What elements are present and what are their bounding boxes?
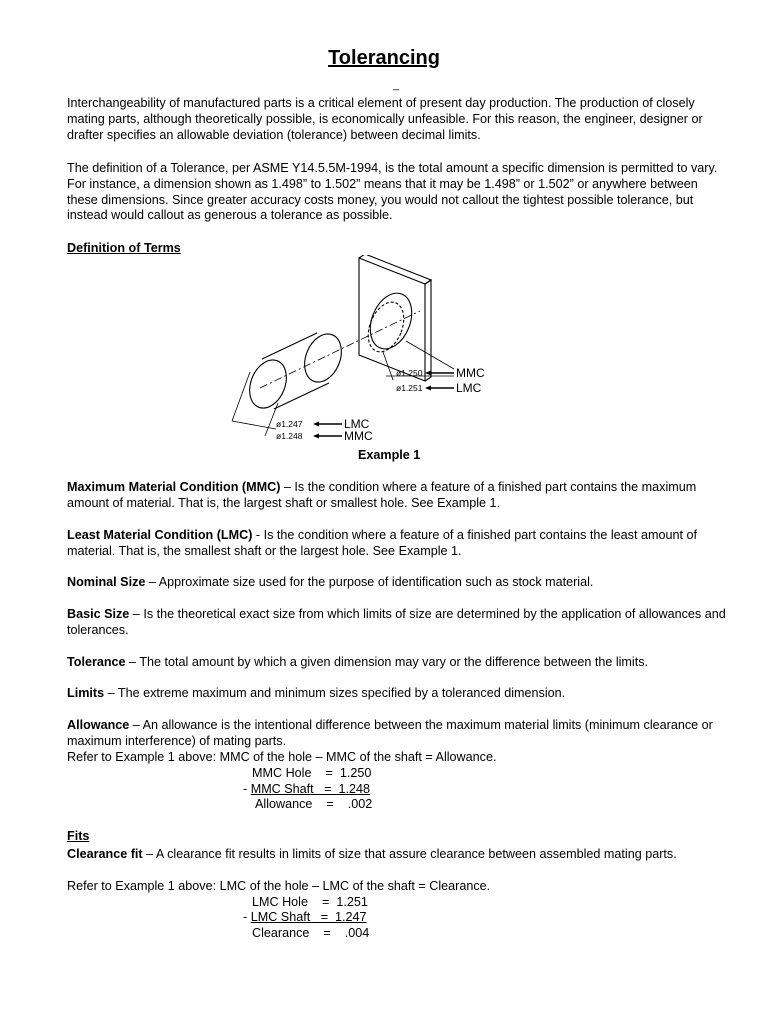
hole-mmc-dim: ø1.250 bbox=[396, 368, 423, 378]
block-side-face bbox=[425, 280, 431, 381]
term-label: Allowance bbox=[67, 718, 130, 732]
term-separator: – bbox=[125, 655, 140, 669]
term-definition: The extreme maximum and minimum sizes specified by a toleranced dimension. bbox=[117, 686, 566, 700]
title-mark: _ bbox=[393, 79, 400, 91]
term-clearance-fit bbox=[67, 847, 727, 863]
allowance-calc-shaft: MMC Shaft = 1.248 bbox=[250, 782, 371, 796]
shaft-lmc-arrowhead bbox=[313, 422, 319, 427]
shaft-mmc-label: MMC bbox=[344, 429, 373, 443]
hole-mmc-arrowhead bbox=[425, 371, 431, 376]
term-definition: Is the condition where a feature of a finished part contains the least amount of material. That is, the smallest shaft or the largest hole. See Example 1. bbox=[67, 528, 697, 558]
term-separator: – bbox=[104, 686, 118, 700]
shaft-mmc-dim: ø1.248 bbox=[276, 431, 303, 441]
term-separator: – bbox=[145, 575, 159, 589]
example-1-figure bbox=[220, 255, 500, 447]
hole-extension-1 bbox=[406, 341, 454, 369]
allowance-calc-line-1: MMC Hole = 1.250 bbox=[252, 766, 372, 780]
shaft-extension-1 bbox=[232, 372, 250, 421]
term-definition: Approximate size used for the purpose of identification such as stock material. bbox=[158, 575, 594, 589]
term-basic-size bbox=[67, 607, 727, 639]
clearance-calc-line-2 bbox=[243, 910, 367, 926]
allowance-calc-line-3: Allowance = .002 bbox=[255, 797, 373, 811]
shaft-end-ellipse bbox=[243, 354, 293, 413]
intro-paragraph-2: The definition of a Tolerance, per ASME Y14.5.5M-1994, is the total amount a specific dimension is permitted to vary. For instance, a dimension shown as 1.498” to 1.502” means that it may be 1.498” or 1.502” or anywhere between these dimensions. Since greater accuracy costs money, you would not callout the tightest possible tolerance, but instead would callout as generous a tolerance as possible. bbox=[67, 161, 718, 223]
block-top-face bbox=[359, 255, 431, 284]
term-allowance bbox=[67, 718, 727, 750]
term-definition: A clearance fit results in limits of size that assure clearance between assembled mating parts. bbox=[155, 847, 677, 861]
term-separator: – bbox=[142, 847, 156, 861]
term-separator: – bbox=[280, 480, 295, 494]
term-label: Maximum Material Condition (MMC) bbox=[67, 480, 281, 494]
allowance-refer: Refer to Example 1 above: MMC of the hole – MMC of the shaft = Allowance. bbox=[67, 750, 497, 764]
term-lmc bbox=[67, 528, 727, 560]
term-definition: The total amount by which a given dimension may vary or the difference between the limits. bbox=[139, 655, 649, 669]
definitions-heading: Definition of Terms bbox=[67, 241, 181, 255]
page-title: Tolerancing bbox=[328, 47, 440, 69]
term-definition: Is the condition where a feature of a finished part contains the maximum amount of material. That is, the largest shaft or smallest hole. See Example 1. bbox=[67, 480, 697, 510]
term-label: Basic Size bbox=[67, 607, 130, 621]
clearance-refer: Refer to Example 1 above: LMC of the hole – LMC of the shaft = Clearance. bbox=[67, 879, 491, 893]
hole-mmc-label: MMC bbox=[456, 366, 485, 380]
block-front-face bbox=[359, 258, 425, 381]
hole-lmc-dim: ø1.251 bbox=[396, 383, 423, 393]
shaft-bottom-edge bbox=[274, 383, 329, 409]
shaft-lmc-dim: ø1.247 bbox=[276, 419, 303, 429]
term-label: Least Material Condition (LMC) bbox=[67, 528, 253, 542]
minus-sign: - bbox=[243, 910, 251, 924]
minus-sign: - bbox=[243, 782, 251, 796]
term-definition: Is the theoretical exact size from which limits of size are determined by the application of allowances and tolerances. bbox=[67, 607, 726, 637]
hole-lmc-arrowhead bbox=[425, 386, 431, 391]
term-label: Tolerance bbox=[67, 655, 126, 669]
clearance-calc-line-1: LMC Hole = 1.251 bbox=[252, 895, 368, 909]
shaft-top-edge bbox=[262, 333, 317, 359]
term-label: Limits bbox=[67, 686, 105, 700]
figure-caption: Example 1 bbox=[358, 448, 421, 462]
term-limits bbox=[67, 686, 727, 702]
term-tolerance bbox=[67, 655, 727, 671]
allowance-calc-line-2 bbox=[243, 782, 370, 798]
shaft-mmc-arrowhead bbox=[313, 434, 319, 439]
term-nominal-size bbox=[67, 575, 727, 591]
term-separator: – bbox=[129, 607, 144, 621]
fits-heading: Fits bbox=[67, 829, 90, 843]
term-definition: An allowance is the intentional difference between the maximum material limits (minimum clearance or maximum interference) of mating parts. bbox=[67, 718, 713, 748]
intro-paragraph-1: Interchangeability of manufactured parts is a critical element of present day production. The production of closely mating parts, although theoretically possible, is economically unfeasible. For this reason, the engineer, designer or drafter specifies an allowable deviation (tolerance) between decimal limits. bbox=[67, 96, 703, 142]
clearance-calc-shaft: LMC Shaft = 1.247 bbox=[250, 910, 367, 924]
clearance-calc-line-3: Clearance = .004 bbox=[252, 926, 370, 940]
term-mmc bbox=[67, 480, 727, 512]
term-separator: - bbox=[252, 528, 264, 542]
shaft-lmc-label: LMC bbox=[344, 417, 370, 431]
hole-lmc-label: LMC bbox=[456, 381, 482, 395]
term-label: Clearance fit bbox=[67, 847, 143, 861]
term-label: Nominal Size bbox=[67, 575, 146, 589]
term-separator: – bbox=[129, 718, 143, 732]
